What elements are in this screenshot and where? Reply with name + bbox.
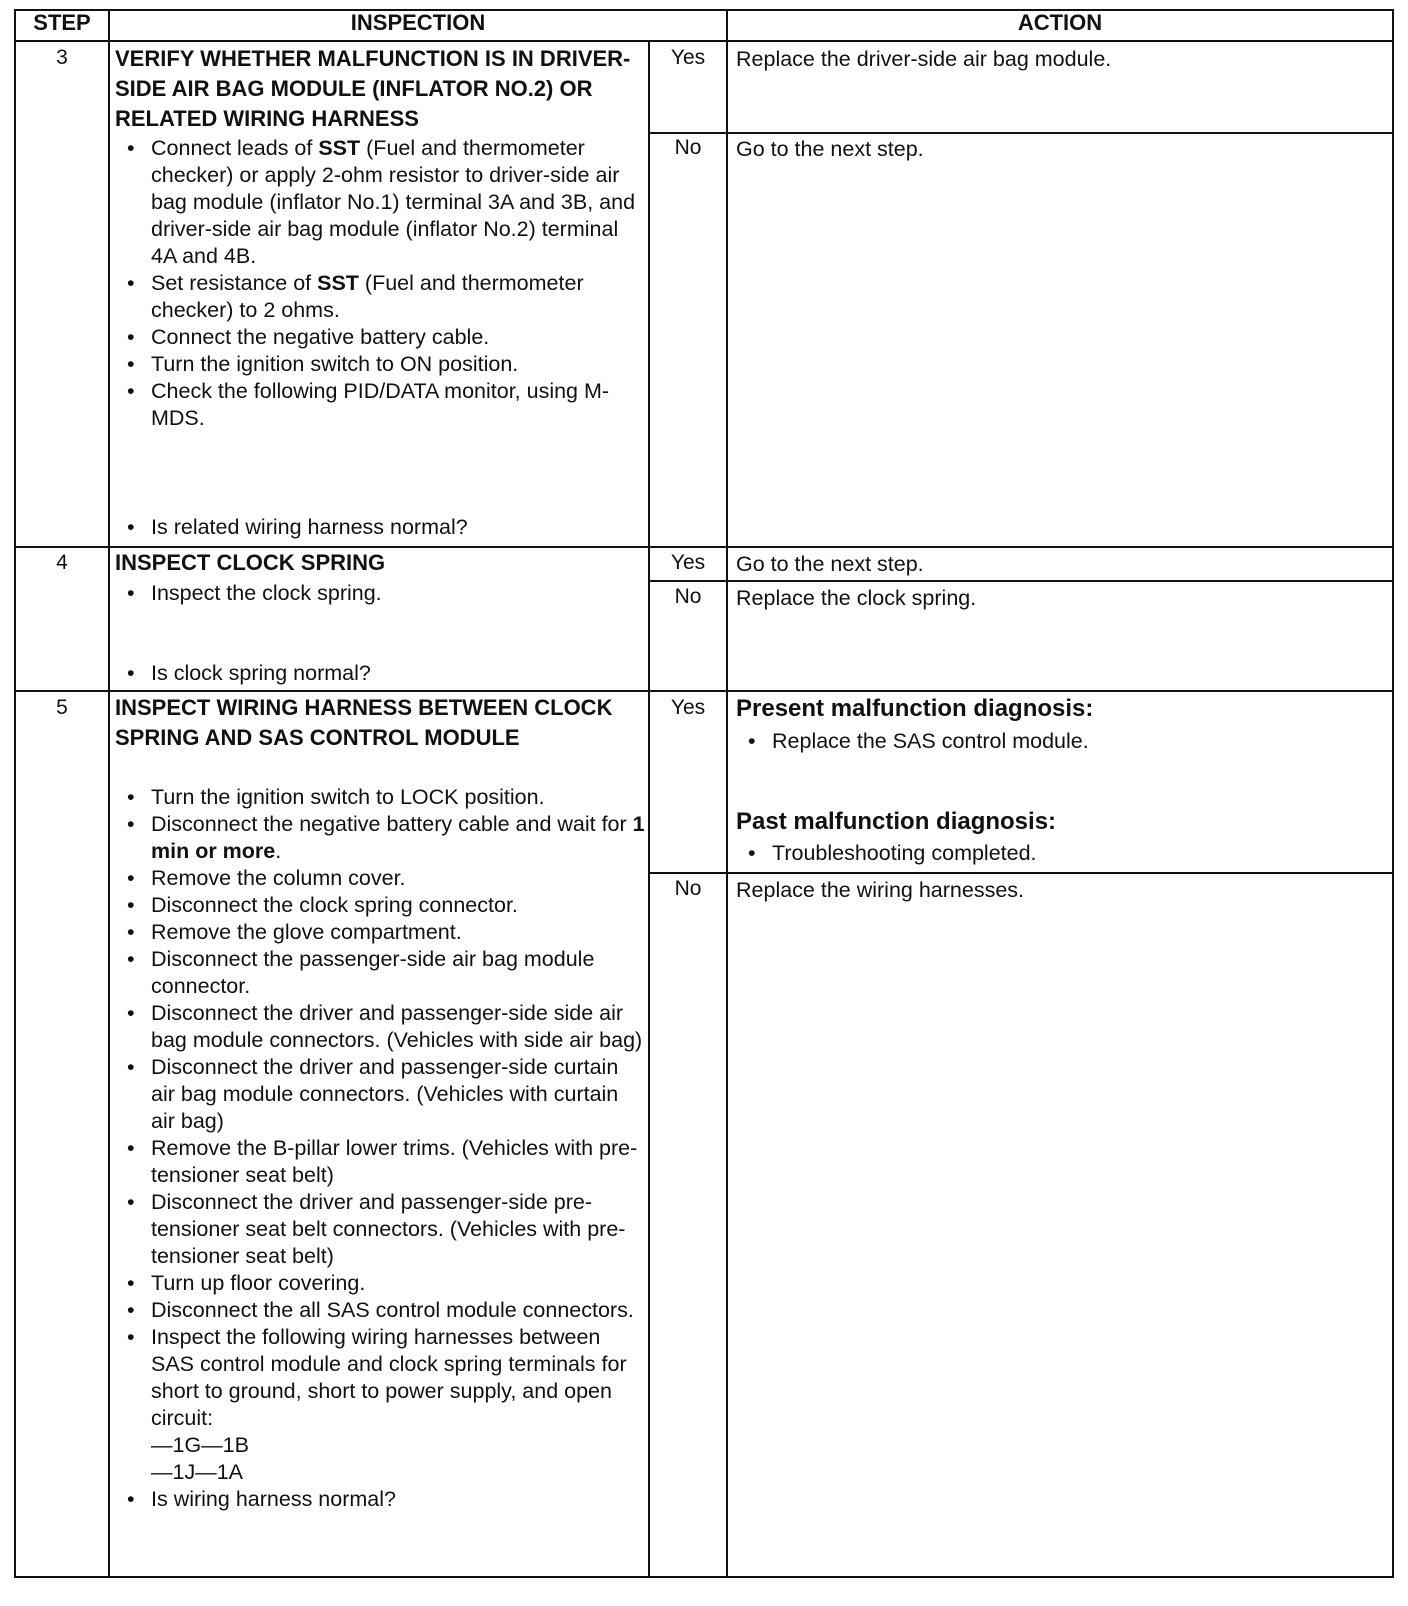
terminal-pair: —1J—1A bbox=[151, 1460, 244, 1484]
past-diagnosis-list bbox=[736, 840, 1376, 867]
step-number: 3 bbox=[56, 46, 68, 69]
header-action: ACTION bbox=[1017, 10, 1103, 35]
no-label: No bbox=[674, 877, 702, 900]
no-label: No bbox=[674, 585, 702, 608]
inspection-question bbox=[115, 514, 645, 541]
question-item: • Is wiring harness normal? bbox=[115, 1486, 647, 1513]
question-item: • Is related wiring harness normal? bbox=[115, 514, 645, 541]
yes-action: Replace the driver-side air bag module. bbox=[736, 47, 1112, 71]
list-item: • Turn the ignition switch to ON position. bbox=[115, 351, 645, 378]
list-item: • Disconnect the driver and passenger-side pre-tensioner seat belt connectors. (Vehicles with pre-tensioner seat belt) bbox=[115, 1189, 647, 1270]
step-number: 5 bbox=[56, 696, 68, 719]
list-item: • Turn up floor covering. bbox=[115, 1270, 647, 1297]
list-item: • Connect leads of SST (Fuel and thermometer checker) or apply 2-ohm resistor to driver-side air bag module (inflator No.1) terminal 3A and 3B, and driver-side air bag module (inflator No.2) terminal 4A and 4B. bbox=[115, 135, 645, 270]
list-item: • Disconnect the all SAS control module connectors. bbox=[115, 1297, 647, 1324]
list-item: • Set resistance of SST (Fuel and thermometer checker) to 2 ohms. bbox=[115, 270, 645, 324]
no-label: No bbox=[674, 136, 702, 159]
list-item: • Connect the negative battery cable. bbox=[115, 324, 645, 351]
past-diagnosis-heading: Past malfunction diagnosis: bbox=[736, 808, 1057, 835]
list-item: • Disconnect the driver and passenger-side curtain air bag module connectors. (Vehicles with curtain air bag) bbox=[115, 1054, 647, 1135]
present-diagnosis-heading: Present malfunction diagnosis: bbox=[736, 695, 1094, 722]
inspection-steps bbox=[115, 135, 645, 432]
list-item: • Disconnect the clock spring connector. bbox=[115, 892, 647, 919]
inspection-title: INSPECT WIRING HARNESS BETWEEN CLOCK SPRING AND SAS CONTROL MODULE bbox=[115, 695, 613, 750]
list-item: • Remove the B-pillar lower trims. (Vehicles with pre-tensioner seat belt) bbox=[115, 1135, 647, 1189]
list-item bbox=[115, 1324, 647, 1486]
list-item: • Turn the ignition switch to LOCK position. bbox=[115, 784, 647, 811]
yes-label: Yes bbox=[670, 696, 706, 719]
list-item: • Remove the column cover. bbox=[115, 865, 647, 892]
list-item: • Disconnect the negative battery cable and wait for 1 min or more. bbox=[115, 811, 647, 865]
list-item: • Remove the glove compartment. bbox=[115, 919, 647, 946]
list-item: • Inspect the clock spring. bbox=[115, 580, 645, 607]
terminal-pair: —1G—1B bbox=[151, 1433, 249, 1457]
no-action: Replace the wiring harnesses. bbox=[736, 878, 1025, 902]
header-step: STEP bbox=[33, 10, 91, 35]
yes-action: Go to the next step. bbox=[736, 552, 924, 576]
inspection-title: INSPECT CLOCK SPRING bbox=[115, 550, 386, 575]
list-item-text: Inspect the following wiring harnesses between SAS control module and clock spring terminals for short to ground, short to power supply, and open circuit: bbox=[151, 1325, 627, 1430]
inspection-steps bbox=[115, 580, 645, 607]
list-item: • Disconnect the passenger-side air bag module connector. bbox=[115, 946, 647, 1000]
inspection-question bbox=[115, 660, 645, 687]
present-diagnosis-list bbox=[736, 728, 1376, 755]
no-action: Replace the clock spring. bbox=[736, 586, 977, 610]
list-item: • Troubleshooting completed. bbox=[736, 840, 1376, 867]
yes-label: Yes bbox=[670, 551, 706, 574]
no-action: Go to the next step. bbox=[736, 137, 924, 161]
inspection-title: VERIFY WHETHER MALFUNCTION IS IN DRIVER-SIDE AIR BAG MODULE (INFLATOR NO.2) OR RELATED WIRING HARNESS bbox=[115, 46, 631, 131]
question-item: • Is clock spring normal? bbox=[115, 660, 645, 687]
list-item: • Replace the SAS control module. bbox=[736, 728, 1376, 755]
header-inspection: INSPECTION bbox=[350, 10, 486, 35]
step-number: 4 bbox=[56, 551, 68, 574]
inspection-steps bbox=[115, 784, 647, 1513]
list-item: • Disconnect the driver and passenger-side side air bag module connectors. (Vehicles with side air bag) bbox=[115, 1000, 647, 1054]
yes-label: Yes bbox=[670, 46, 706, 69]
list-item: • Check the following PID/DATA monitor, using M-MDS. bbox=[115, 378, 645, 432]
